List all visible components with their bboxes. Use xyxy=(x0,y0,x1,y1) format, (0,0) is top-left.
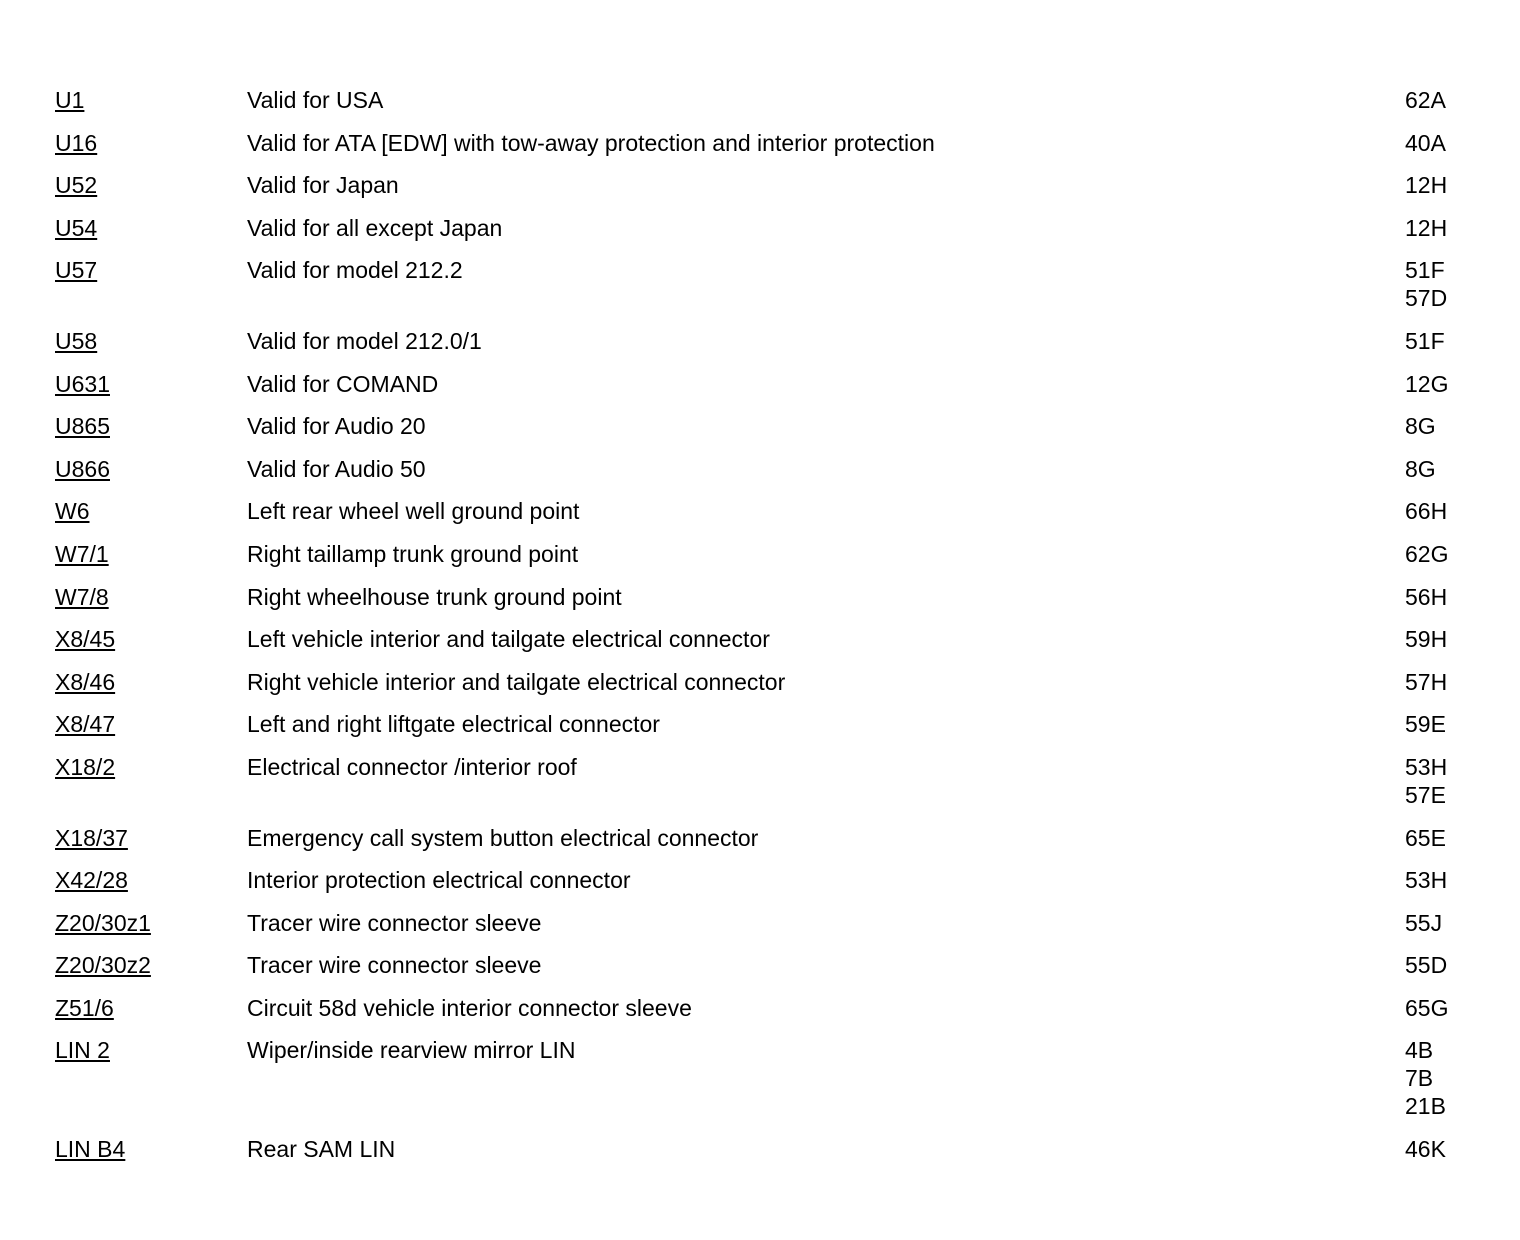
grid-reference: 12H xyxy=(1405,172,1448,199)
component-code-link[interactable]: X8/45 xyxy=(55,626,116,653)
component-code-cell xyxy=(55,1036,247,1064)
component-code-cell xyxy=(55,327,247,355)
component-code-cell xyxy=(55,171,247,199)
component-code-link[interactable]: Z51/6 xyxy=(55,994,114,1021)
legend-row xyxy=(55,256,1475,327)
legend-row xyxy=(55,171,1475,214)
grid-reference-list xyxy=(1405,455,1475,483)
component-code-cell xyxy=(55,1135,247,1163)
grid-reference-list xyxy=(1405,668,1475,696)
component-description: Valid for model 212.0/1 xyxy=(247,327,482,354)
component-code-cell xyxy=(55,129,247,157)
component-description: Right taillamp trunk ground point xyxy=(247,540,579,567)
component-code-cell xyxy=(55,909,247,937)
legend-row xyxy=(55,710,1475,753)
component-code-cell xyxy=(55,583,247,611)
component-description: Right vehicle interior and tailgate electrical connector xyxy=(247,668,786,695)
component-description: Electrical connector /interior roof xyxy=(247,753,577,780)
component-code-cell xyxy=(55,866,247,894)
grid-reference-list xyxy=(1405,625,1475,653)
component-description: Valid for ATA [EDW] with tow-away protection and interior protection xyxy=(247,129,935,156)
grid-reference: 62G xyxy=(1405,540,1449,567)
grid-reference-list xyxy=(1405,497,1475,525)
component-code-link[interactable]: U52 xyxy=(55,172,98,199)
grid-reference-list xyxy=(1405,86,1475,114)
component-code-link[interactable]: W7/1 xyxy=(55,540,109,567)
grid-reference-list xyxy=(1405,214,1475,242)
component-code-cell xyxy=(55,497,247,525)
legend-row xyxy=(55,497,1475,540)
component-code-link[interactable]: LIN B4 xyxy=(55,1136,126,1163)
component-code-link[interactable]: X18/2 xyxy=(55,753,116,780)
component-code-link[interactable]: X8/46 xyxy=(55,668,116,695)
component-code-link[interactable]: U57 xyxy=(55,257,98,284)
legend-row xyxy=(55,1135,1475,1178)
component-code-cell xyxy=(55,412,247,440)
legend-row xyxy=(55,327,1475,370)
component-description: Valid for USA xyxy=(247,87,384,113)
legend-row xyxy=(55,370,1475,413)
grid-reference-list xyxy=(1405,171,1475,199)
grid-reference-list xyxy=(1405,1135,1475,1163)
component-code-cell xyxy=(55,625,247,653)
legend-row xyxy=(55,540,1475,583)
component-code-link[interactable]: U58 xyxy=(55,327,98,354)
grid-reference: 55D xyxy=(1405,952,1448,979)
grid-reference: 8G xyxy=(1405,455,1436,482)
component-code-link[interactable]: W7/8 xyxy=(55,583,109,610)
component-description: Rear SAM LIN xyxy=(247,1136,396,1163)
grid-reference: 53H xyxy=(1405,867,1448,894)
component-code-link[interactable]: X18/37 xyxy=(55,824,128,851)
grid-reference: 57H xyxy=(1405,668,1448,695)
grid-reference: 51F xyxy=(1405,257,1445,284)
grid-reference-list xyxy=(1405,994,1475,1022)
grid-reference-list xyxy=(1405,540,1475,568)
component-description: Circuit 58d vehicle interior connector sleeve xyxy=(247,994,692,1021)
legend-row xyxy=(55,1036,1475,1135)
legend-row xyxy=(55,455,1475,498)
grid-reference: 65E xyxy=(1405,824,1446,851)
component-code-link[interactable]: U54 xyxy=(55,214,98,241)
grid-reference-list xyxy=(1405,710,1475,738)
component-code-link[interactable]: Z20/30z2 xyxy=(55,952,151,979)
component-description: Valid for Audio 20 xyxy=(247,413,426,440)
legend-row xyxy=(55,753,1475,824)
component-code-link[interactable]: U1 xyxy=(55,87,85,113)
grid-reference: 57E xyxy=(1405,781,1446,808)
grid-reference: 4B xyxy=(1405,1037,1434,1064)
component-code-cell xyxy=(55,540,247,568)
component-description: Interior protection electrical connector xyxy=(247,867,631,894)
component-code-cell xyxy=(55,824,247,852)
legend-row xyxy=(55,909,1475,952)
legend-row xyxy=(55,625,1475,668)
grid-reference-list xyxy=(1405,583,1475,611)
legend-row xyxy=(55,583,1475,626)
legend-row xyxy=(55,951,1475,994)
legend-row xyxy=(55,866,1475,909)
component-code-link[interactable]: X8/47 xyxy=(55,711,116,738)
component-description: Right wheelhouse trunk ground point xyxy=(247,583,622,610)
grid-reference: 66H xyxy=(1405,498,1448,525)
legend-row xyxy=(55,86,1475,129)
grid-reference-list xyxy=(1405,951,1475,979)
component-code-link[interactable]: U631 xyxy=(55,370,110,397)
component-code-cell xyxy=(55,214,247,242)
grid-reference-list xyxy=(1405,866,1475,894)
component-description: Left rear wheel well ground point xyxy=(247,498,580,525)
grid-reference-list xyxy=(1405,824,1475,852)
grid-reference-list xyxy=(1405,256,1475,312)
component-code-cell xyxy=(55,668,247,696)
component-code-cell xyxy=(55,710,247,738)
component-code-cell xyxy=(55,370,247,398)
component-description: Left and right liftgate electrical connector xyxy=(247,711,660,738)
grid-reference: 59E xyxy=(1405,711,1446,738)
legend-row xyxy=(55,129,1475,172)
grid-reference: 12H xyxy=(1405,214,1448,241)
component-description: Valid for model 212.2 xyxy=(247,257,463,284)
grid-reference-list xyxy=(1405,327,1475,355)
grid-reference: 56H xyxy=(1405,583,1448,610)
component-description: Valid for Audio 50 xyxy=(247,455,426,482)
component-code-link[interactable]: W6 xyxy=(55,498,90,525)
component-description: Tracer wire connector sleeve xyxy=(247,952,542,979)
component-code-link[interactable]: U16 xyxy=(55,129,98,156)
grid-reference: 53H xyxy=(1405,753,1448,780)
grid-reference: 12G xyxy=(1405,370,1449,397)
grid-reference: 46K xyxy=(1405,1136,1446,1163)
grid-reference: 51F xyxy=(1405,327,1445,354)
component-code-cell xyxy=(55,86,247,114)
component-code-link[interactable]: U866 xyxy=(55,455,110,482)
grid-reference-list xyxy=(1405,1036,1475,1120)
grid-reference: 59H xyxy=(1405,626,1448,653)
component-description: Left vehicle interior and tailgate electrical connector xyxy=(247,626,770,653)
grid-reference: 7B xyxy=(1405,1065,1434,1092)
component-description: Wiper/inside rearview mirror LIN xyxy=(247,1037,576,1064)
grid-reference: 55J xyxy=(1405,909,1443,936)
grid-reference-list xyxy=(1405,370,1475,398)
component-code-cell xyxy=(55,256,247,284)
grid-reference: 40A xyxy=(1405,129,1446,156)
grid-reference: 8G xyxy=(1405,413,1436,440)
component-code-cell xyxy=(55,994,247,1022)
component-code-link[interactable]: LIN 2 xyxy=(55,1037,110,1064)
grid-reference-list xyxy=(1405,753,1475,809)
legend-row xyxy=(55,668,1475,711)
component-code-link[interactable]: X42/28 xyxy=(55,867,128,894)
grid-reference: 21B xyxy=(1405,1093,1446,1120)
component-description: Valid for COMAND xyxy=(247,370,439,397)
grid-reference: 65G xyxy=(1405,994,1449,1021)
grid-reference: 62A xyxy=(1405,87,1446,113)
grid-reference: 57D xyxy=(1405,285,1448,312)
component-code-cell xyxy=(55,753,247,781)
grid-reference-list xyxy=(1405,412,1475,440)
component-description: Valid for all except Japan xyxy=(247,214,503,241)
grid-reference-list xyxy=(1405,129,1475,157)
component-description: Valid for Japan xyxy=(247,172,399,199)
component-code-cell xyxy=(55,951,247,979)
grid-reference-list xyxy=(1405,909,1475,937)
legend-row xyxy=(55,412,1475,455)
component-code-link[interactable]: U865 xyxy=(55,413,110,440)
component-description: Tracer wire connector sleeve xyxy=(247,909,542,936)
legend-row xyxy=(55,214,1475,257)
component-description: Emergency call system button electrical connector xyxy=(247,824,759,851)
component-legend-table xyxy=(55,86,1475,1178)
component-code-link[interactable]: Z20/30z1 xyxy=(55,909,151,936)
legend-row xyxy=(55,824,1475,867)
component-code-cell xyxy=(55,455,247,483)
legend-row xyxy=(55,994,1475,1037)
